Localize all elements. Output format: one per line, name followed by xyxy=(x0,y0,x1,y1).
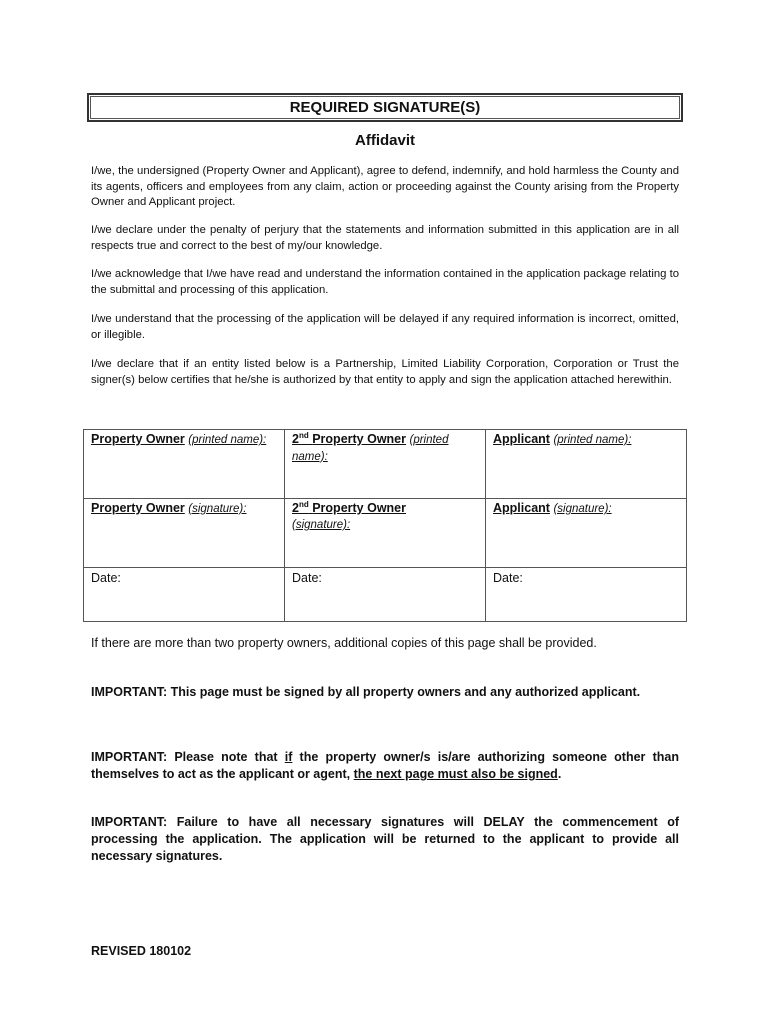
important-note-3: IMPORTANT: Failure to have all necessary signatures will DELAY the commencement of processing the application. The application will be returned to the applicant to provide all necessary signatures. xyxy=(91,815,679,863)
signature-hint: (signature): xyxy=(292,519,351,531)
printed-name-hint: (printed name): xyxy=(553,434,632,446)
owner-printed-name-cell[interactable] xyxy=(84,430,285,499)
table-row xyxy=(84,499,687,568)
date-label: Date: xyxy=(493,571,523,585)
owner-label: Property Owner xyxy=(91,501,185,515)
owner-date-cell[interactable] xyxy=(84,568,285,622)
paragraph-perjury: I/we declare under the penalty of perjury that the statements and information submitted in this application are in all respects true and correct to the best of my/our knowledge. xyxy=(91,224,679,252)
second-owner-label: 2nd Property Owner xyxy=(292,430,406,446)
signature-hint: (signature): xyxy=(553,503,612,515)
applicant-printed-name-cell[interactable] xyxy=(486,430,687,499)
second-owner-date-cell[interactable] xyxy=(285,568,486,622)
owner-signature-cell[interactable] xyxy=(84,499,285,568)
signature-table xyxy=(83,429,687,622)
paragraph-indemnify: I/we, the undersigned (Property Owner and Applicant), agree to defend, indemnify, and hold harmless the County and its agents, officers and employees from any claim, action or proceeding against the County arising from the Property Owner and Applicant project. xyxy=(91,165,679,208)
affidavit-heading: Affidavit xyxy=(355,132,415,149)
owner-label: Property Owner xyxy=(91,432,185,446)
paragraph-entity: I/we declare that if an entity listed below is a Partnership, Limited Liability Corporation, Corporation or Trust the signer(s) below certifies that he/she is authorized by that entity to apply and sign the application attached herewithin. xyxy=(91,358,679,386)
printed-name-hint: (printed name): xyxy=(188,434,267,446)
table-row xyxy=(84,568,687,622)
date-label: Date: xyxy=(292,571,322,585)
printed-name-hint: (printed name): xyxy=(292,434,449,463)
applicant-date-cell[interactable] xyxy=(486,568,687,622)
applicant-label: Applicant xyxy=(493,432,550,446)
table-row xyxy=(84,430,687,499)
signature-hint: (signature): xyxy=(188,503,247,515)
second-owner-label: 2nd Property Owner xyxy=(292,499,406,515)
additional-owners-note: If there are more than two property owners, additional copies of this page shall be provided. xyxy=(91,636,597,650)
important-note-2: IMPORTANT: Please note that if the property owner/s is/are authorizing someone other than themselves to act as the applicant or agent, the next page must also be signed. xyxy=(91,750,679,781)
paragraph-acknowledge: I/we acknowledge that I/we have read and understand the information contained in the application package relating to the submittal and processing of this application. xyxy=(91,268,679,296)
date-label: Date: xyxy=(91,571,121,585)
revision-label: REVISED 180102 xyxy=(91,944,192,958)
important-note-1: IMPORTANT: This page must be signed by all property owners and any authorized applicant. xyxy=(91,685,641,699)
applicant-signature-cell[interactable] xyxy=(486,499,687,568)
page-title: REQUIRED SIGNATURE(S) xyxy=(87,93,683,122)
paragraph-delay: I/we understand that the processing of the application will be delayed if any required information is incorrect, omitted, or illegible. xyxy=(91,313,679,341)
second-owner-signature-cell[interactable] xyxy=(285,499,486,568)
second-owner-printed-name-cell[interactable] xyxy=(285,430,486,499)
applicant-label: Applicant xyxy=(493,501,550,515)
